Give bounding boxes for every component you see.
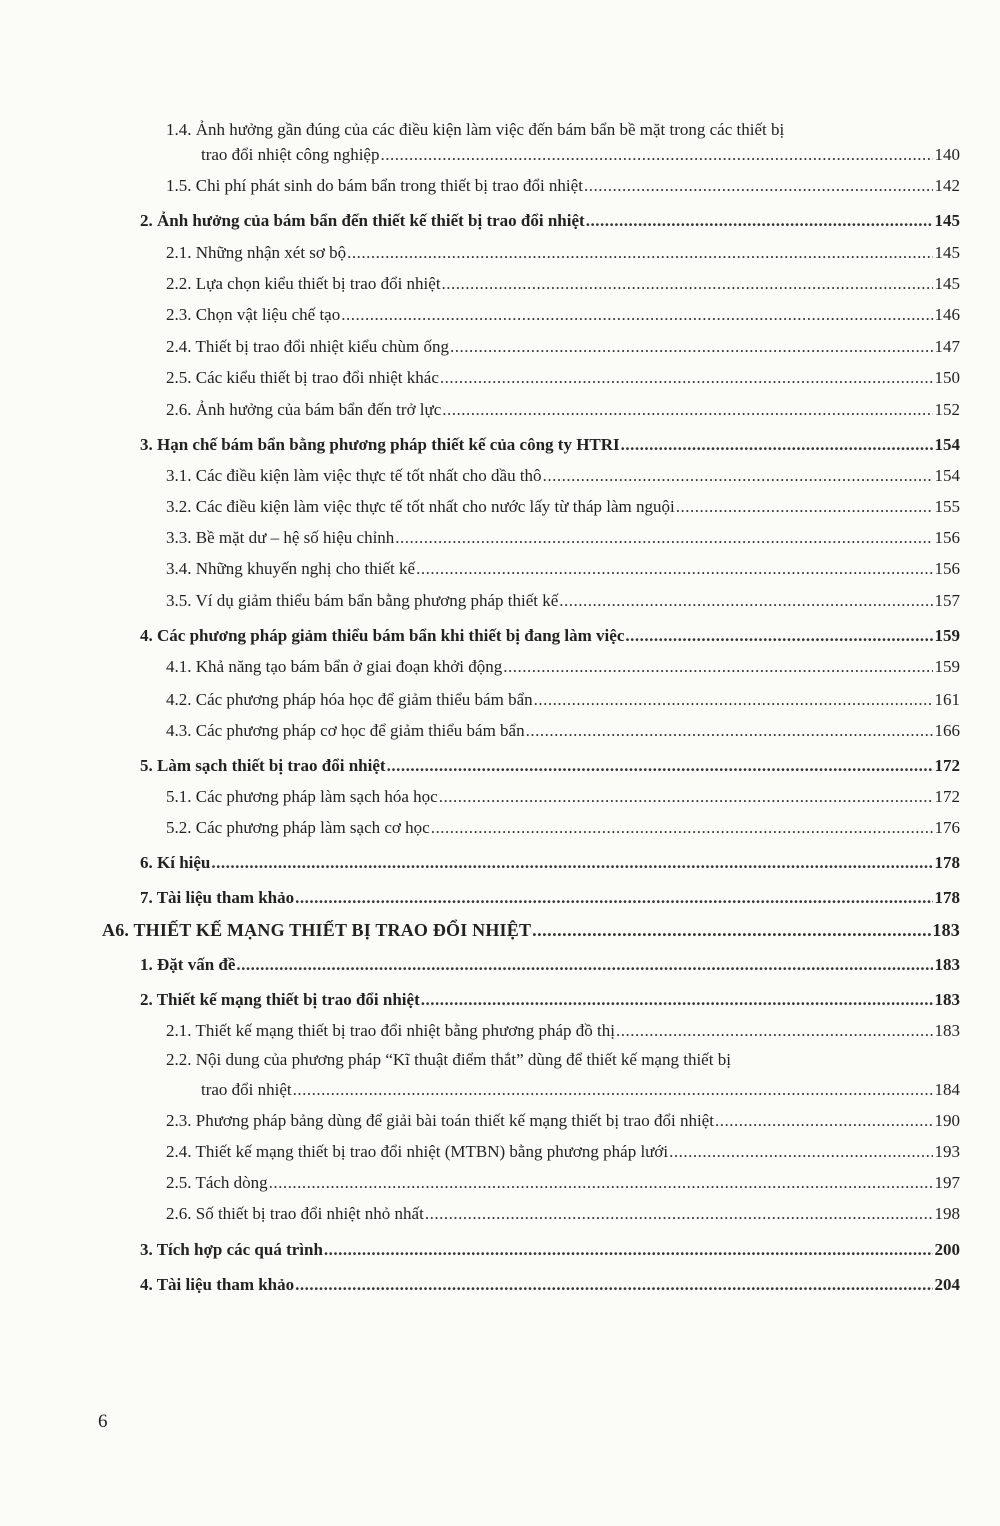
toc-entry [166,1204,960,1224]
toc-page-number: 193 [934,1142,960,1161]
toc-page-number: 183 [934,955,960,974]
toc-entry-title: 2.3. Phương pháp bảng dùng để giải bài toán thiết kế mạng thiết bị trao đổi nhiệt [166,1111,714,1130]
dot-leader [341,305,933,325]
toc-entry [140,888,960,908]
toc-page-number: 159 [934,657,960,676]
dot-leader [324,1240,933,1260]
toc-entry-title: 2.2. Nội dung của phương pháp “Kĩ thuật điểm thắt” dùng để thiết kế mạng thiết bị [166,1050,731,1069]
dot-leader [387,756,933,776]
toc-entry-title: 2.1. Những nhận xét sơ bộ [166,243,347,262]
toc-entry [166,528,960,548]
toc-entry [140,756,960,776]
toc-entry-title: 3.3. Bề mặt dư – hệ số hiệu chỉnh [166,528,395,547]
toc-page-number: 176 [934,818,960,837]
toc-page-number: 178 [934,888,960,907]
toc-page-number: 161 [934,690,960,709]
toc-entry-title: 3. Tích hợp các quá trình [140,1240,323,1259]
dot-leader [295,888,933,908]
toc-entry-title: 2.4. Thiết bị trao đổi nhiệt kiểu chùm ống [166,337,449,356]
toc-entry [166,559,960,579]
dot-leader [559,591,933,611]
toc-entry-title: 4. Tài liệu tham khảo [140,1275,295,1294]
toc-entry-title: 5. Làm sạch thiết bị trao đổi nhiệt [140,756,386,775]
toc-page-number: 166 [934,721,960,740]
toc-entry-title: 2.1. Thiết kế mạng thiết bị trao đổi nhiệt bằng phương pháp đồ thị [166,1021,615,1040]
dot-leader [532,920,931,940]
dot-leader [586,211,933,231]
toc-page-number: 183 [934,1021,960,1040]
dot-leader [534,690,933,710]
dot-leader [450,337,933,357]
toc-entry-title: 7. Tài liệu tham khảo [140,888,295,907]
toc-entry [166,787,960,807]
toc-entry [166,243,960,263]
toc-entry [140,626,960,646]
toc-page-number: 146 [934,305,960,324]
toc-entry-title: 2. Thiết kế mạng thiết bị trao đổi nhiệt [140,990,420,1009]
toc-entry-title: 1.4. Ảnh hưởng gần đúng của các điều kiện làm việc đến bám bẩn bề mặt trong các thiết bị [166,120,785,139]
dot-leader [347,243,933,263]
toc-entry-title: 1. Đặt vấn đề [140,955,236,974]
toc-entry [166,337,960,357]
toc-page-number: 142 [934,176,960,195]
toc-entry [166,1142,960,1162]
toc-entry-title: 5.1. Các phương pháp làm sạch hóa học [166,787,438,806]
toc-page-number: 140 [934,145,960,164]
dot-leader [269,1173,933,1193]
toc-entry [140,435,960,455]
dot-leader [503,657,933,677]
toc-entry-title: 6. Kí hiệu [140,853,211,872]
toc-entry [166,400,960,420]
toc-entry-title: 4.1. Khả năng tạo bám bẩn ở giai đoạn khởi động [166,657,503,676]
toc-page-number: 200 [934,1240,960,1259]
dot-leader [442,274,933,294]
toc-entry [201,1080,960,1100]
toc-page-number: 145 [934,274,960,293]
dot-leader [676,497,933,517]
toc-entry-title: 3.4. Những khuyến nghị cho thiết kế [166,559,416,578]
dot-leader [431,818,933,838]
toc-entry [102,920,960,940]
dot-leader [715,1111,933,1131]
toc-entry-title: 4.3. Các phương pháp cơ học để giảm thiểu bám bẩn [166,721,525,740]
toc-page-number: 172 [934,756,960,775]
toc-entry [166,466,960,486]
toc-entry [166,1021,960,1041]
toc-page-number: 172 [934,787,960,806]
toc-entry [140,1275,960,1295]
toc-page-number: 156 [934,559,960,578]
dot-leader [416,559,933,579]
toc-page-number: 145 [934,243,960,262]
toc-entry-title: 3.2. Các điều kiện làm việc thực tế tốt nhất cho nước lấy từ tháp làm nguội [166,497,675,516]
toc-entry [140,955,960,975]
toc-page-number: 204 [934,1275,960,1294]
dot-leader [616,1021,933,1041]
toc-entry-title: 3. Hạn chế bám bẩn bằng phương pháp thiết kế của công ty HTRI [140,435,620,454]
toc-page-number: 184 [934,1080,960,1099]
toc-entry [140,853,960,873]
dot-leader [584,176,933,196]
dot-leader [621,435,933,455]
dot-leader [669,1142,933,1162]
toc-entry-title: 1.5. Chi phí phát sinh do bám bẩn trong thiết bị trao đổi nhiệt [166,176,583,195]
toc-page-number: 154 [934,435,960,454]
toc-entry-title: 2.5. Tách dòng [166,1173,268,1192]
toc-entry [166,721,960,741]
toc-entry-title: 2.5. Các kiểu thiết bị trao đổi nhiệt khác [166,368,439,387]
toc-entry-title: 2.3. Chọn vật liệu chế tạo [166,305,341,324]
dot-leader [440,368,933,388]
toc-entry-title: 2.6. Số thiết bị trao đổi nhiệt nhỏ nhất [166,1204,424,1223]
toc-entry [166,368,960,388]
toc-entry [166,657,960,677]
toc-page-number: 157 [934,591,960,610]
toc-page-number: 190 [934,1111,960,1130]
toc-entry [166,1173,960,1193]
toc-entry-title: 5.2. Các phương pháp làm sạch cơ học [166,818,430,837]
toc-entry-title: A6. THIẾT KẾ MẠNG THIẾT BỊ TRAO ĐỔI NHIỆT [102,920,532,940]
toc-entry [166,818,960,838]
dot-leader [395,528,933,548]
toc-page-number: 152 [934,400,960,419]
dot-leader [380,145,933,165]
page-number: 6 [98,1411,108,1432]
toc-entry-title: 2.4. Thiết kế mạng thiết bị trao đổi nhiệt (MTBN) bằng phương pháp lưới [166,1142,669,1161]
toc-page-number: 183 [932,920,960,940]
toc-entry-title: 2. Ảnh hưởng của bám bẩn đến thiết kế thiết bị trao đổi nhiệt [140,211,585,230]
toc-entry [166,176,960,196]
toc-entry [166,497,960,517]
toc-entry-title: 4. Các phương pháp giảm thiểu bám bẩn khi thiết bị đang làm việc [140,626,625,645]
dot-leader [442,400,933,420]
toc-page-number: 147 [934,337,960,356]
toc-page-number: 178 [934,853,960,872]
toc-page-number: 159 [934,626,960,645]
dot-leader [439,787,933,807]
dot-leader [625,626,933,646]
toc-page-number: 155 [934,497,960,516]
toc-entry-continuation: trao đổi nhiệt [201,1080,292,1099]
toc-entry [166,305,960,325]
dot-leader [295,1275,933,1295]
dot-leader [293,1080,933,1100]
toc-page-number: 150 [934,368,960,387]
toc-entry-title: 3.5. Ví dụ giảm thiểu bám bẩn bằng phương pháp thiết kế [166,591,559,610]
dot-leader [236,955,933,975]
dot-leader [543,466,933,486]
toc-entry-title: 4.2. Các phương pháp hóa học để giảm thiểu bám bẩn [166,690,533,709]
toc-entry [166,591,960,611]
toc-page-number: 197 [934,1173,960,1192]
dot-leader [211,853,933,873]
toc-entry-title: 2.6. Ảnh hưởng của bám bẩn đến trở lực [166,400,442,419]
toc-page-number: 156 [934,528,960,547]
toc-page-number: 145 [934,211,960,230]
toc-page-number: 154 [934,466,960,485]
toc-entry-continuation: trao đổi nhiệt công nghiệp [201,145,380,164]
toc-entry-title: 2.2. Lựa chọn kiểu thiết bị trao đổi nhiệt [166,274,441,293]
toc-entry [166,1111,960,1131]
toc-page-number: 183 [934,990,960,1009]
toc-entry [140,990,960,1010]
dot-leader [421,990,933,1010]
toc-entry [166,690,960,710]
toc-entry [140,1240,960,1260]
toc-entry-title: 3.1. Các điều kiện làm việc thực tế tốt nhất cho dầu thô [166,466,542,485]
dot-leader [425,1204,933,1224]
toc-page-number: 198 [934,1204,960,1223]
dot-leader [526,721,933,741]
toc-entry [166,274,960,294]
toc-entry [140,211,960,231]
toc-entry [201,145,960,165]
